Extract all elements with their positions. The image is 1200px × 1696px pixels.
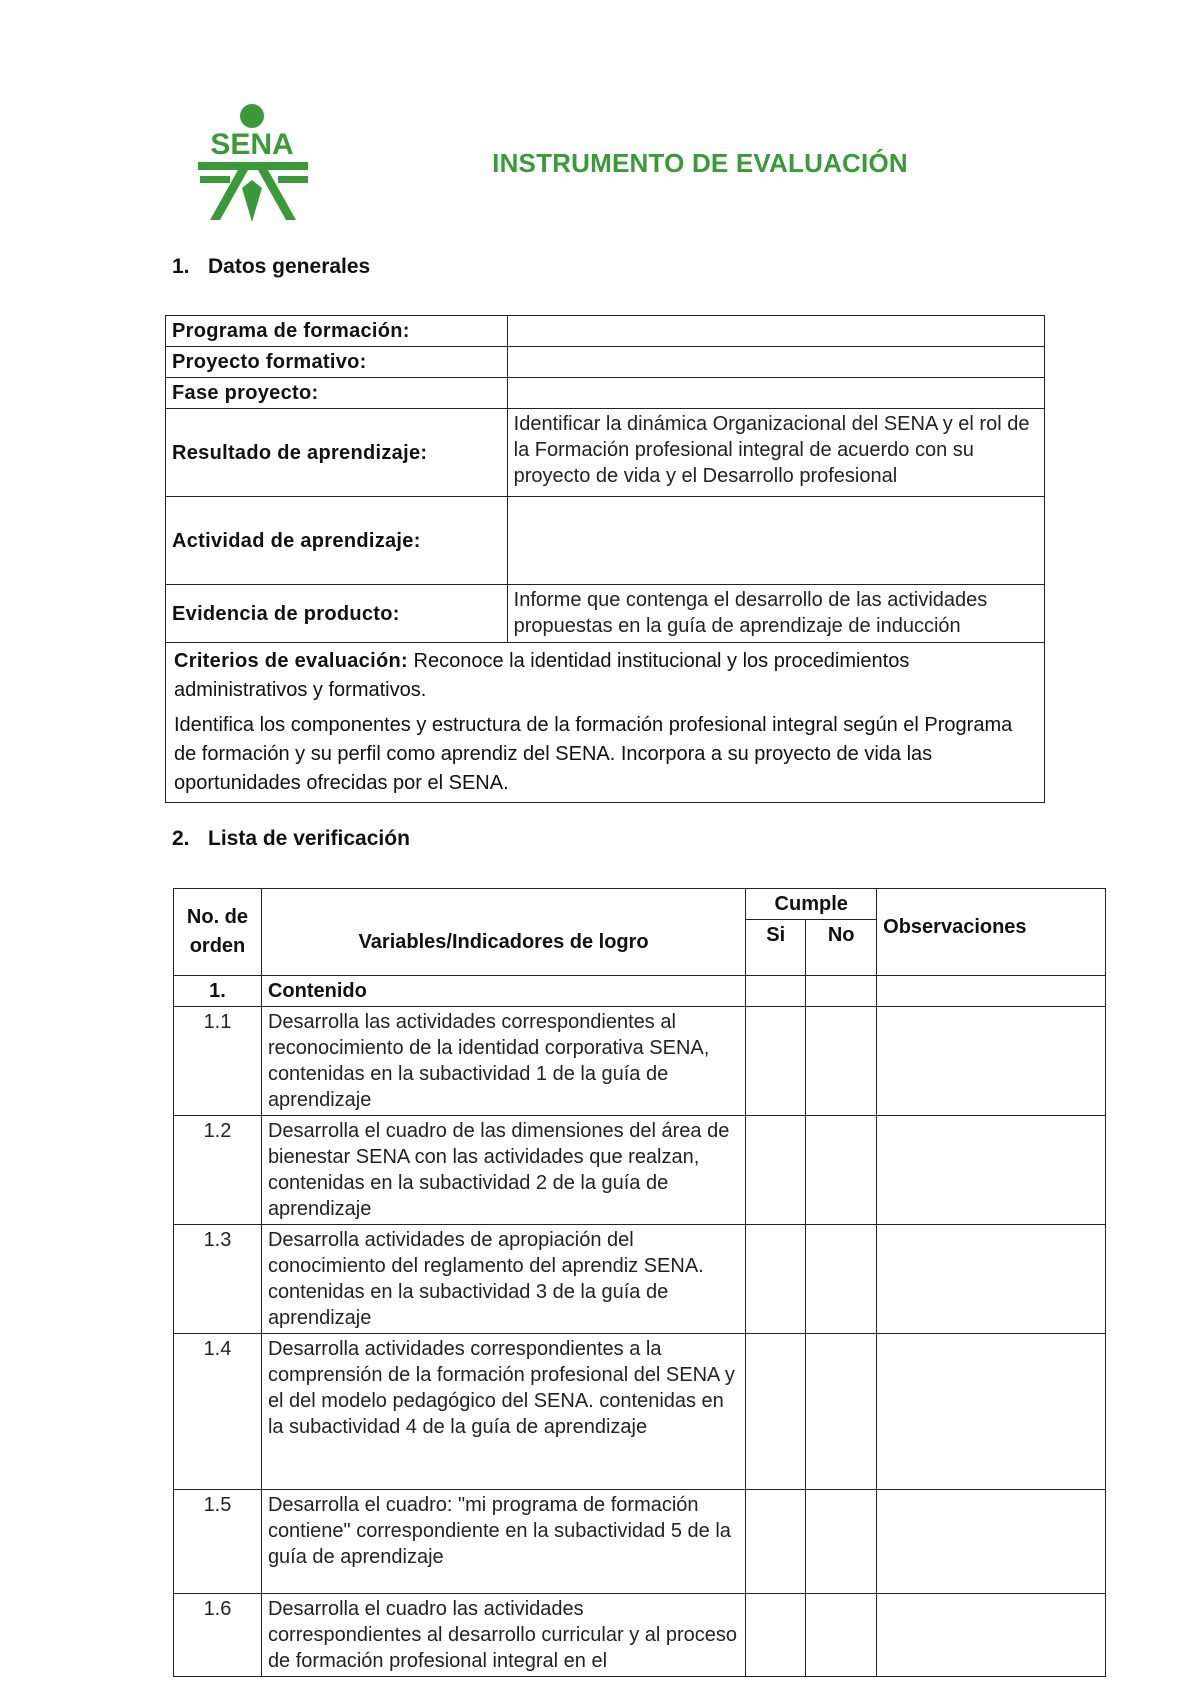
- document-title: INSTRUMENTO DE EVALUACIÓN: [492, 148, 908, 178]
- row-programa: [166, 316, 1045, 347]
- general-data-table: [165, 315, 1045, 803]
- observaciones-cell[interactable]: [877, 1007, 1106, 1116]
- criterios-text-1: Reconoce la identidad institucional y los procedimientos administrativos y formativos.: [174, 650, 910, 701]
- label-resultado: Resultado de aprendizaje:: [166, 409, 508, 497]
- group-row: [174, 976, 1106, 1007]
- table-row: [174, 1225, 1106, 1334]
- section-1-title: Datos generales: [208, 255, 371, 278]
- label-evidencia: Evidencia de producto:: [166, 585, 508, 643]
- item-number: 1.3: [174, 1225, 262, 1334]
- row-resultado: [166, 409, 1045, 497]
- item-number: 1.2: [174, 1116, 262, 1225]
- col-order-header: No. de orden: [174, 889, 262, 976]
- item-number: 1.6: [174, 1594, 262, 1677]
- section-1-heading: [172, 255, 370, 279]
- value-fase[interactable]: [507, 378, 1044, 409]
- item-text: Desarrolla las actividades correspondientes al reconocimiento de la identidad corporativa SENA, contenidas en la subactividad 1 de la guía de aprendizaje: [261, 1007, 745, 1116]
- group-label: Contenido: [261, 976, 745, 1007]
- row-criterios: [166, 643, 1045, 803]
- label-actividad: Actividad de aprendizaje:: [166, 497, 508, 585]
- row-fase: [166, 378, 1045, 409]
- section-2-heading: [172, 827, 410, 851]
- sena-logo: [192, 104, 322, 226]
- item-text: Desarrolla actividades correspondientes a la comprensión de la formación profesional del SENA y el del modelo pedagógico del SENA. contenidas en la subactividad 4 de la guía de aprendizaje: [261, 1334, 745, 1490]
- table-row: [174, 1594, 1106, 1677]
- value-evidencia: Informe que contenga el desarrollo de las actividades propuestas en la guía de aprendizaje de inducción: [507, 585, 1044, 643]
- section-2-number: 2.: [172, 827, 190, 850]
- group-si-cell[interactable]: [746, 976, 806, 1007]
- item-number: 1.5: [174, 1490, 262, 1594]
- section-1-number: 1.: [172, 255, 190, 278]
- group-no-cell[interactable]: [806, 976, 877, 1007]
- no-cell[interactable]: [806, 1490, 877, 1594]
- item-text: Desarrolla actividades de apropiación del conocimiento del reglamento del aprendiz SENA. contenidas en la subactividad 3 de la guía de aprendizaje: [261, 1225, 745, 1334]
- value-proyecto[interactable]: [507, 347, 1044, 378]
- row-evidencia: [166, 585, 1045, 643]
- no-cell[interactable]: [806, 1334, 877, 1490]
- value-programa[interactable]: [507, 316, 1044, 347]
- no-cell[interactable]: [806, 1007, 877, 1116]
- observaciones-cell[interactable]: [877, 1490, 1106, 1594]
- item-text: Desarrolla el cuadro: "mi programa de formación contiene" correspondiente en la subactividad 5 de la guía de aprendizaje: [261, 1490, 745, 1594]
- logo-wordmark: SENA: [210, 128, 294, 161]
- col-cumple-header: Cumple: [746, 889, 877, 920]
- table-row: [174, 1334, 1106, 1490]
- label-programa: Programa de formación:: [166, 316, 508, 347]
- observaciones-cell[interactable]: [877, 1334, 1106, 1490]
- no-cell[interactable]: [806, 1116, 877, 1225]
- si-cell[interactable]: [746, 1007, 806, 1116]
- observaciones-cell[interactable]: [877, 1116, 1106, 1225]
- no-cell[interactable]: [806, 1225, 877, 1334]
- item-number: 1.4: [174, 1334, 262, 1490]
- item-number: 1.1: [174, 1007, 262, 1116]
- table-row: [174, 1007, 1106, 1116]
- si-cell[interactable]: [746, 1594, 806, 1677]
- criterios-label: Criterios de evaluación:: [174, 650, 408, 672]
- table-row: [174, 1116, 1106, 1225]
- col-observaciones-header: Observaciones: [877, 889, 1106, 976]
- group-obs-cell[interactable]: [877, 976, 1106, 1007]
- group-number: 1.: [174, 976, 262, 1007]
- row-actividad: [166, 497, 1045, 585]
- item-text: Desarrolla el cuadro las actividades correspondientes al desarrollo curricular y al proceso de formación profesional integral en el: [261, 1594, 745, 1677]
- value-actividad[interactable]: [507, 497, 1044, 585]
- no-cell[interactable]: [806, 1594, 877, 1677]
- criterios-text-2: Identifica los componentes y estructura de la formación profesional integral según el Programa de formación y su perfil como aprendiz del SENA. Incorpora a su proyecto de vida las oportunidades ofrecidas por el SENA.: [174, 714, 1013, 794]
- label-proyecto: Proyecto formativo:: [166, 347, 508, 378]
- col-si-header: Si: [746, 920, 806, 976]
- value-resultado: Identificar la dinámica Organizacional del SENA y el rol de la Formación profesional integral de acuerdo con su proyecto de vida y el Desarrollo profesional: [507, 409, 1044, 497]
- section-2-title: Lista de verificación: [208, 827, 410, 850]
- item-text: Desarrolla el cuadro de las dimensiones del área de bienestar SENA con las actividades que realzan, contenidas en la subactividad 2 de la guía de aprendizaje: [261, 1116, 745, 1225]
- col-indicators-header: Variables/Indicadores de logro: [261, 889, 745, 976]
- table-row: [174, 1490, 1106, 1594]
- observaciones-cell[interactable]: [877, 1594, 1106, 1677]
- si-cell[interactable]: [746, 1116, 806, 1225]
- si-cell[interactable]: [746, 1490, 806, 1594]
- criterios-cell: [166, 643, 1045, 803]
- verification-table: [173, 888, 1106, 1677]
- header-row-1: [174, 889, 1106, 920]
- si-cell[interactable]: [746, 1225, 806, 1334]
- row-proyecto: [166, 347, 1045, 378]
- label-fase: Fase proyecto:: [166, 378, 508, 409]
- col-no-header: No: [806, 920, 877, 976]
- observaciones-cell[interactable]: [877, 1225, 1106, 1334]
- si-cell[interactable]: [746, 1334, 806, 1490]
